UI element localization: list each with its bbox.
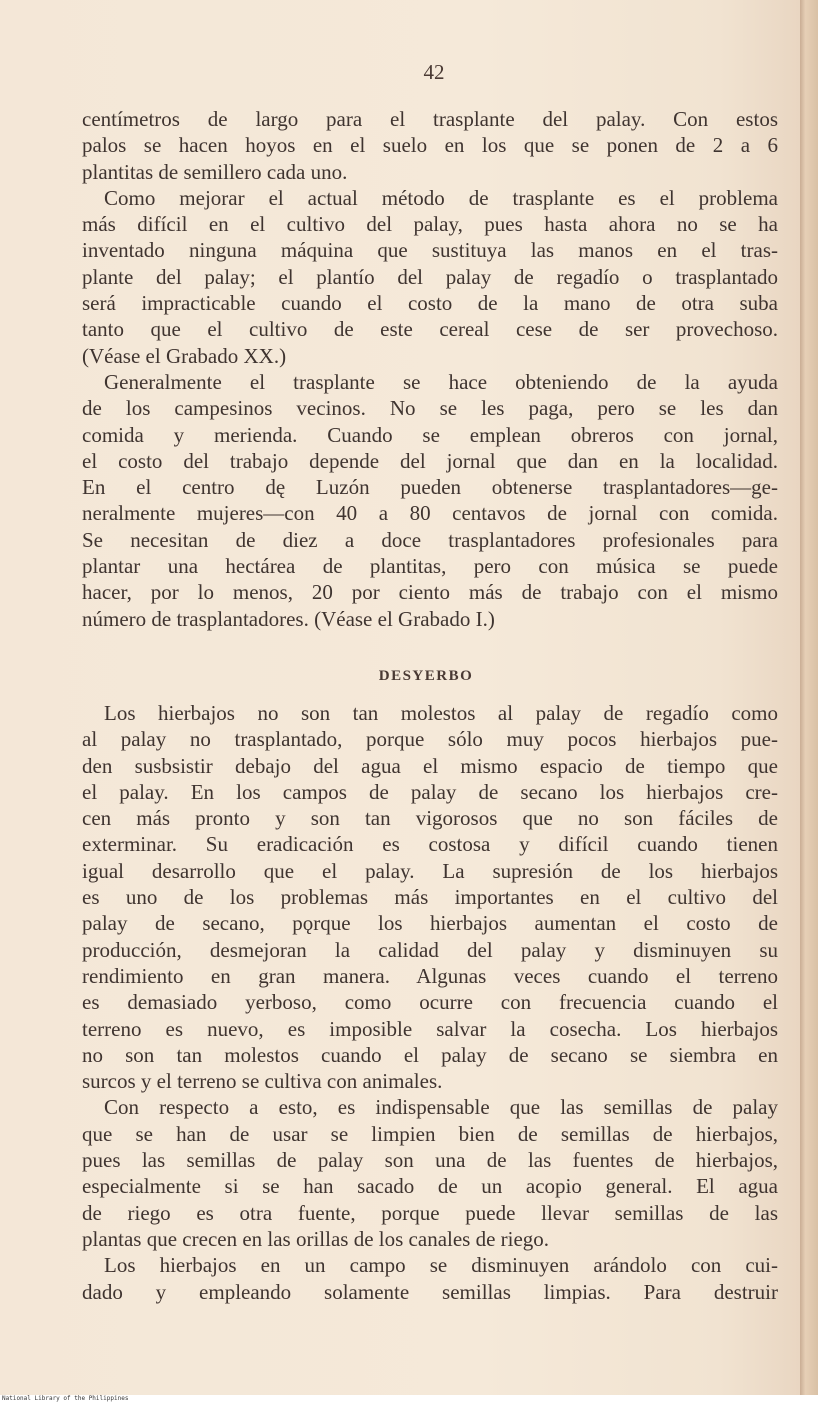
text-line: inventado ninguna máquina que sustituya las manos en el tras-	[82, 238, 778, 263]
page-edge	[800, 0, 818, 1395]
text-section-transplanting	[82, 106, 778, 632]
text-line: rendimiento en gran manera. Algunas veces cuando el terreno	[82, 963, 778, 988]
text-line: plantitas de semillero cada uno.	[82, 159, 348, 184]
text-line: número de trasplantadores. (Véase el Grabado I.)	[82, 606, 495, 631]
text-section-weeding	[82, 700, 778, 1305]
text-line: comida y merienda. Cuando se emplean obreros con jornal,	[82, 422, 778, 447]
page-number: 42	[423, 60, 445, 84]
text-line: que se han de usar se limpien bien de semillas de hierbajos,	[82, 1121, 778, 1146]
text-line: hacer, por lo menos, 20 por ciento más de trabajo con el mismo	[82, 580, 778, 605]
text-line: dado y empleando solamente semillas limpias. Para destruir	[82, 1279, 778, 1304]
text-line: plantar una hectárea de plantitas, pero con música se puede	[82, 554, 778, 579]
text-line: cen más pronto y son tan vigorosos que no son fáciles de	[82, 806, 778, 831]
text-line: Como mejorar el actual método de trasplante es el problema	[104, 185, 778, 210]
text-line: de riego es otra fuente, porque puede llevar semillas de las	[82, 1200, 778, 1225]
text-line: terreno es nuevo, es imposible salvar la cosecha. Los hierbajos	[82, 1016, 778, 1041]
text-line: es demasiado yerboso, como ocurre con frecuencia cuando el	[82, 990, 778, 1015]
footer-credit: National Library of the Philippines	[2, 1395, 129, 1402]
text-line: den susbsistir debajo del agua el mismo espacio de tiempo que	[82, 753, 778, 778]
text-line: palay de secano, pǫrque los hierbajos aumentan el costo de	[82, 911, 778, 936]
section-heading: DESYERBO	[378, 668, 474, 684]
text-line: igual desarrollo que el palay. La supresión de los hierbajos	[82, 858, 778, 883]
text-line: plantas que crecen en las orillas de los canales de riego.	[82, 1226, 550, 1251]
text-line: no son tan molestos cuando el palay de secano se siembra en	[82, 1042, 778, 1067]
text-line: exterminar. Su eradicación es costosa y difícil cuando tienen	[82, 832, 778, 857]
text-line: Generalmente el trasplante se hace obteniendo de la ayuda	[104, 369, 778, 394]
text-line: Se necesitan de diez a doce trasplantadores profesionales para	[82, 527, 778, 552]
text-line: producción, desmejoran la calidad del palay y disminuyen su	[82, 937, 778, 962]
text-line: En el centro dę Luzón pueden obtenerse trasplantadores—ge-	[82, 475, 778, 500]
text-line: Los hierbajos en un campo se disminuyen arándolo con cui-	[104, 1253, 778, 1278]
text-line: de los campesinos vecinos. No se les paga, pero se les dan	[82, 396, 778, 421]
text-line: pues las semillas de palay son una de las fuentes de hierbajos,	[82, 1148, 778, 1173]
text-line: tanto que el cultivo de este cereal cese de ser provechoso.	[82, 317, 778, 342]
text-line: centímetros de largo para el trasplante del palay. Con estos	[82, 107, 778, 131]
text-line: neralmente mujeres—con 40 a 80 centavos de jornal con comida.	[82, 501, 778, 526]
text-line: el palay. En los campos de palay de secano los hierbajos cre-	[82, 779, 778, 804]
text-line: el costo del trabajo depende del jornal que dan en la localidad.	[82, 448, 778, 473]
text-line: Con respecto a esto, es indispensable que las semillas de palay	[104, 1095, 778, 1120]
text-line: Los hierbajos no son tan molestos al palay de regadío como	[104, 701, 778, 725]
text-line: surcos y el terreno se cultiva con animales.	[82, 1069, 443, 1094]
text-line: al palay no trasplantado, porque sólo muy pocos hierbajos pue-	[82, 727, 778, 752]
text-line: especialmente si se han sacado de un acopio general. El agua	[82, 1174, 778, 1199]
text-line: (Véase el Grabado XX.)	[82, 343, 287, 368]
text-line: es uno de los problemas más importantes en el cultivo del	[82, 885, 778, 910]
text-line: plante del palay; el plantío del palay de regadío o trasplantado	[82, 264, 778, 289]
text-line: será impracticable cuando el costo de la mano de otra suba	[82, 291, 778, 316]
text-line: palos se hacen hoyos en el suelo en los que se ponen de 2 a 6	[82, 133, 778, 158]
text-line: más difícil en el cultivo del palay, pues hasta ahora no se ha	[82, 212, 778, 237]
